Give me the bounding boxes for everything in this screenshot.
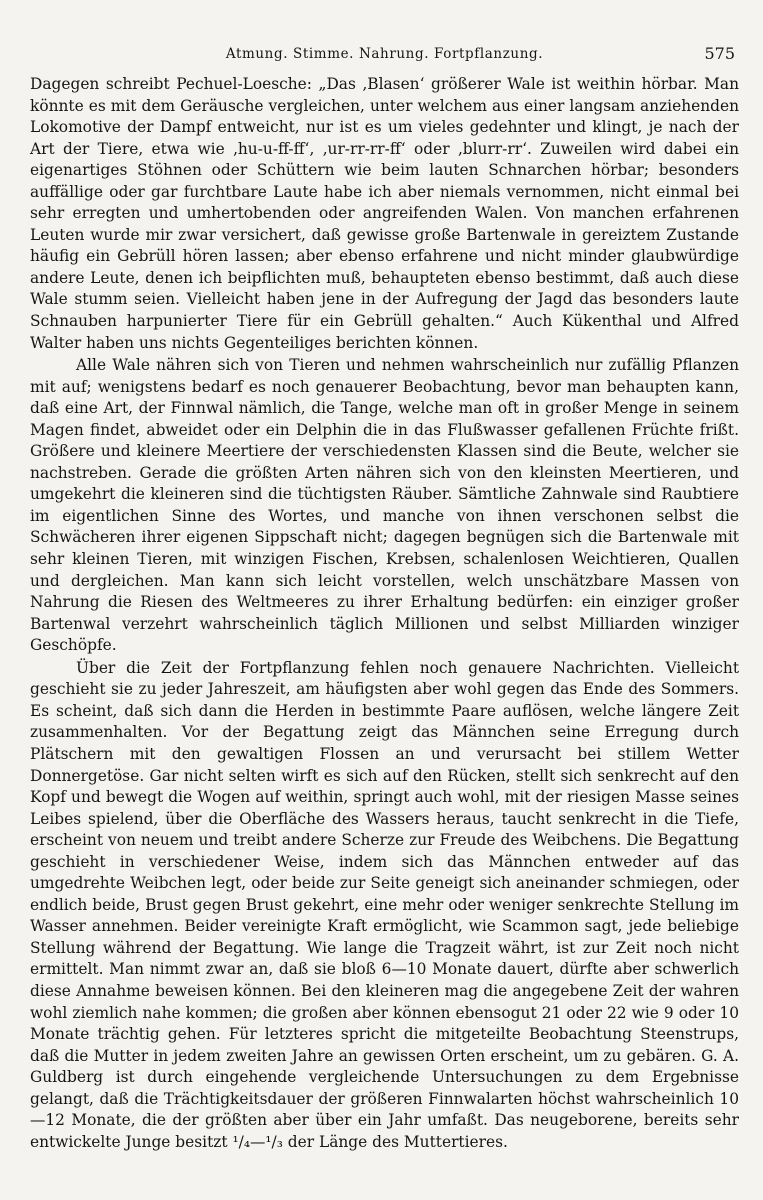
- paragraph-whale-reproduction: Über die Zeit der Fortpflanzung fehlen noch genauere Nachrichten. Vielleicht geschieht sie zu jeder Jahreszeit, am häufigsten aber wohl gegen das Ende des Sommers. Es scheint, daß sich dann die Herden in bestimmte Paare auflösen, welche längere Zeit zusammenhalten. Vor der Begattung zeigt das Männchen seine Erregung durch Plätschern mit den gewaltigen Flossen an und verursacht bei stillem Wetter Donnergetöse. Gar nicht selten wirft es sich auf den Rücken, stellt sich senkrecht auf den Kopf und bewegt die Wogen auf weithin, springt auch wohl, mit der riesigen Masse seines Leibes spielend, über die Oberfläche des Wassers heraus, taucht senkrecht in die Tiefe, erscheint von neuem und treibt andere Scherze zur Freude des Weibchens. Die Begattung geschieht in verschiedener Weise, indem sich das Männchen entweder auf das umgedrehte Weibchen legt, oder beide zur Seite geneigt sich aneinander schmiegen, oder endlich beide, Brust gegen Brust gekehrt, eine mehr oder weniger senkrechte Stellung im Wasser annehmen. Beider vereinigte Kraft ermöglicht, wie Scammon sagt, jede beliebige Stellung während der Begattung. Wie lange die Tragzeit währt, ist zur Zeit noch nicht ermittelt. Man nimmt zwar an, daß sie bloß 6—10 Monate dauert, dürfte aber schwerlich diese Annahme beweisen können. Bei den kleineren mag die angegebene Zeit der wahren wohl ziemlich nahe kommen; die großen aber können ebensogut 21 oder 22 wie 9 oder 10 Monate trächtig gehen. Für letzteres spricht die mitgeteilte Beobachtung Steenstrups, daß die Mutter in jedem zweiten Jahre an gewissen Orten erscheint, um zu gebären. G. A. Guldberg ist durch eingehende vergleichende Untersuchungen zu dem Ergebnisse gelangt, daß die Trächtigkeitsdauer der größeren Finnwalarten höchst wahrscheinlich 10—12 Monate, die der größten aber über ein Jahr umfaßt. Das neugeborene, bereits sehr entwickelte Junge besitzt ¹/₄—¹/₃ der Länge des Muttertieres.: [30, 658, 739, 1151]
- running-title: Atmung. Stimme. Nahrung. Fortpflanzung.: [225, 46, 544, 62]
- running-head: [30, 38, 739, 74]
- paragraph-whale-sounds: Dagegen schreibt Pechuel-Loesche: „Das ‚Blasen‘ größerer Wale ist weithin hörbar. Man könnte es mit dem Geräusche vergleichen, unter welchem aus einer langsam anziehenden Lokomotive der Dampf entweicht, nur ist es um vieles gedehnter und klingt, je nach der Art der Tiere, etwa wie ‚hu-u-ff-ff‘, ‚ur-rr-rr-ff‘ oder ‚blurr-rr‘. Zuweilen wird dabei ein eigenartiges Stöhnen oder Schüttern wie beim lauten Schnarchen hörbar; besonders auffällige oder gar furchtbare Laute habe ich aber niemals vernommen, nicht einmal bei sehr erregten und umhertobenden oder angreifenden Walen. Von manchen erfahrenen Leuten wurde mir zwar versichert, daß gewisse große Bartenwale in gereiztem Zustande häufig ein Gebrüll hören lassen; aber ebenso erfahrene und nicht minder glaubwürdige andere Leute, denen ich beipflichten muß, behaupteten ebenso bestimmt, daß auch diese Wale stumm seien. Vielleicht haben jene in der Aufregung der Jagd das besonders laute Schnauben harpunierter Tiere für ein Gebrüll gehalten.“ Auch Kükenthal und Alfred Walter haben uns nichts Gegenteiliges berichten können.: [30, 75, 739, 352]
- paragraph-whale-diet: Alle Wale nähren sich von Tieren und nehmen wahrscheinlich nur zufällig Pflanzen mit auf; wenigstens bedarf es noch genauerer Beobachtung, bevor man behaupten kann, daß eine Art, der Finnwal nämlich, die Tange, welche man oft in großer Menge in seinem Magen findet, abweidet oder ein Delphin die in das Flußwasser gefallenen Früchte frißt. Größere und kleinere Meertiere der verschiedensten Klassen sind die Beute, welcher sie nachstreben. Gerade die größten Arten nähren sich von den kleinsten Meertieren, und umgekehrt die kleineren sind die tüchtigsten Räuber. Sämtliche Zahnwale sind Raubtiere im eigentlichen Sinne des Wortes, und manche von ihnen verschonen selbst die Schwächeren ihrer eigenen Sippschaft nicht; dagegen begnügen sich die Bartenwale mit sehr kleinen Tieren, mit winzigen Fischen, Krebsen, schalenlosen Weichtieren, Quallen und dergleichen. Man kann sich leicht vorstellen, welch unschätzbare Massen von Nahrung die Riesen des Weltmeeres zu ihrer Erhaltung bedürfen: ein einziger großer Bartenwal verzehrt wahrscheinlich täglich Millionen und selbst Milliarden winziger Geschöpfe.: [30, 356, 739, 655]
- page-number: 575: [704, 44, 735, 63]
- body-text: [30, 74, 739, 1153]
